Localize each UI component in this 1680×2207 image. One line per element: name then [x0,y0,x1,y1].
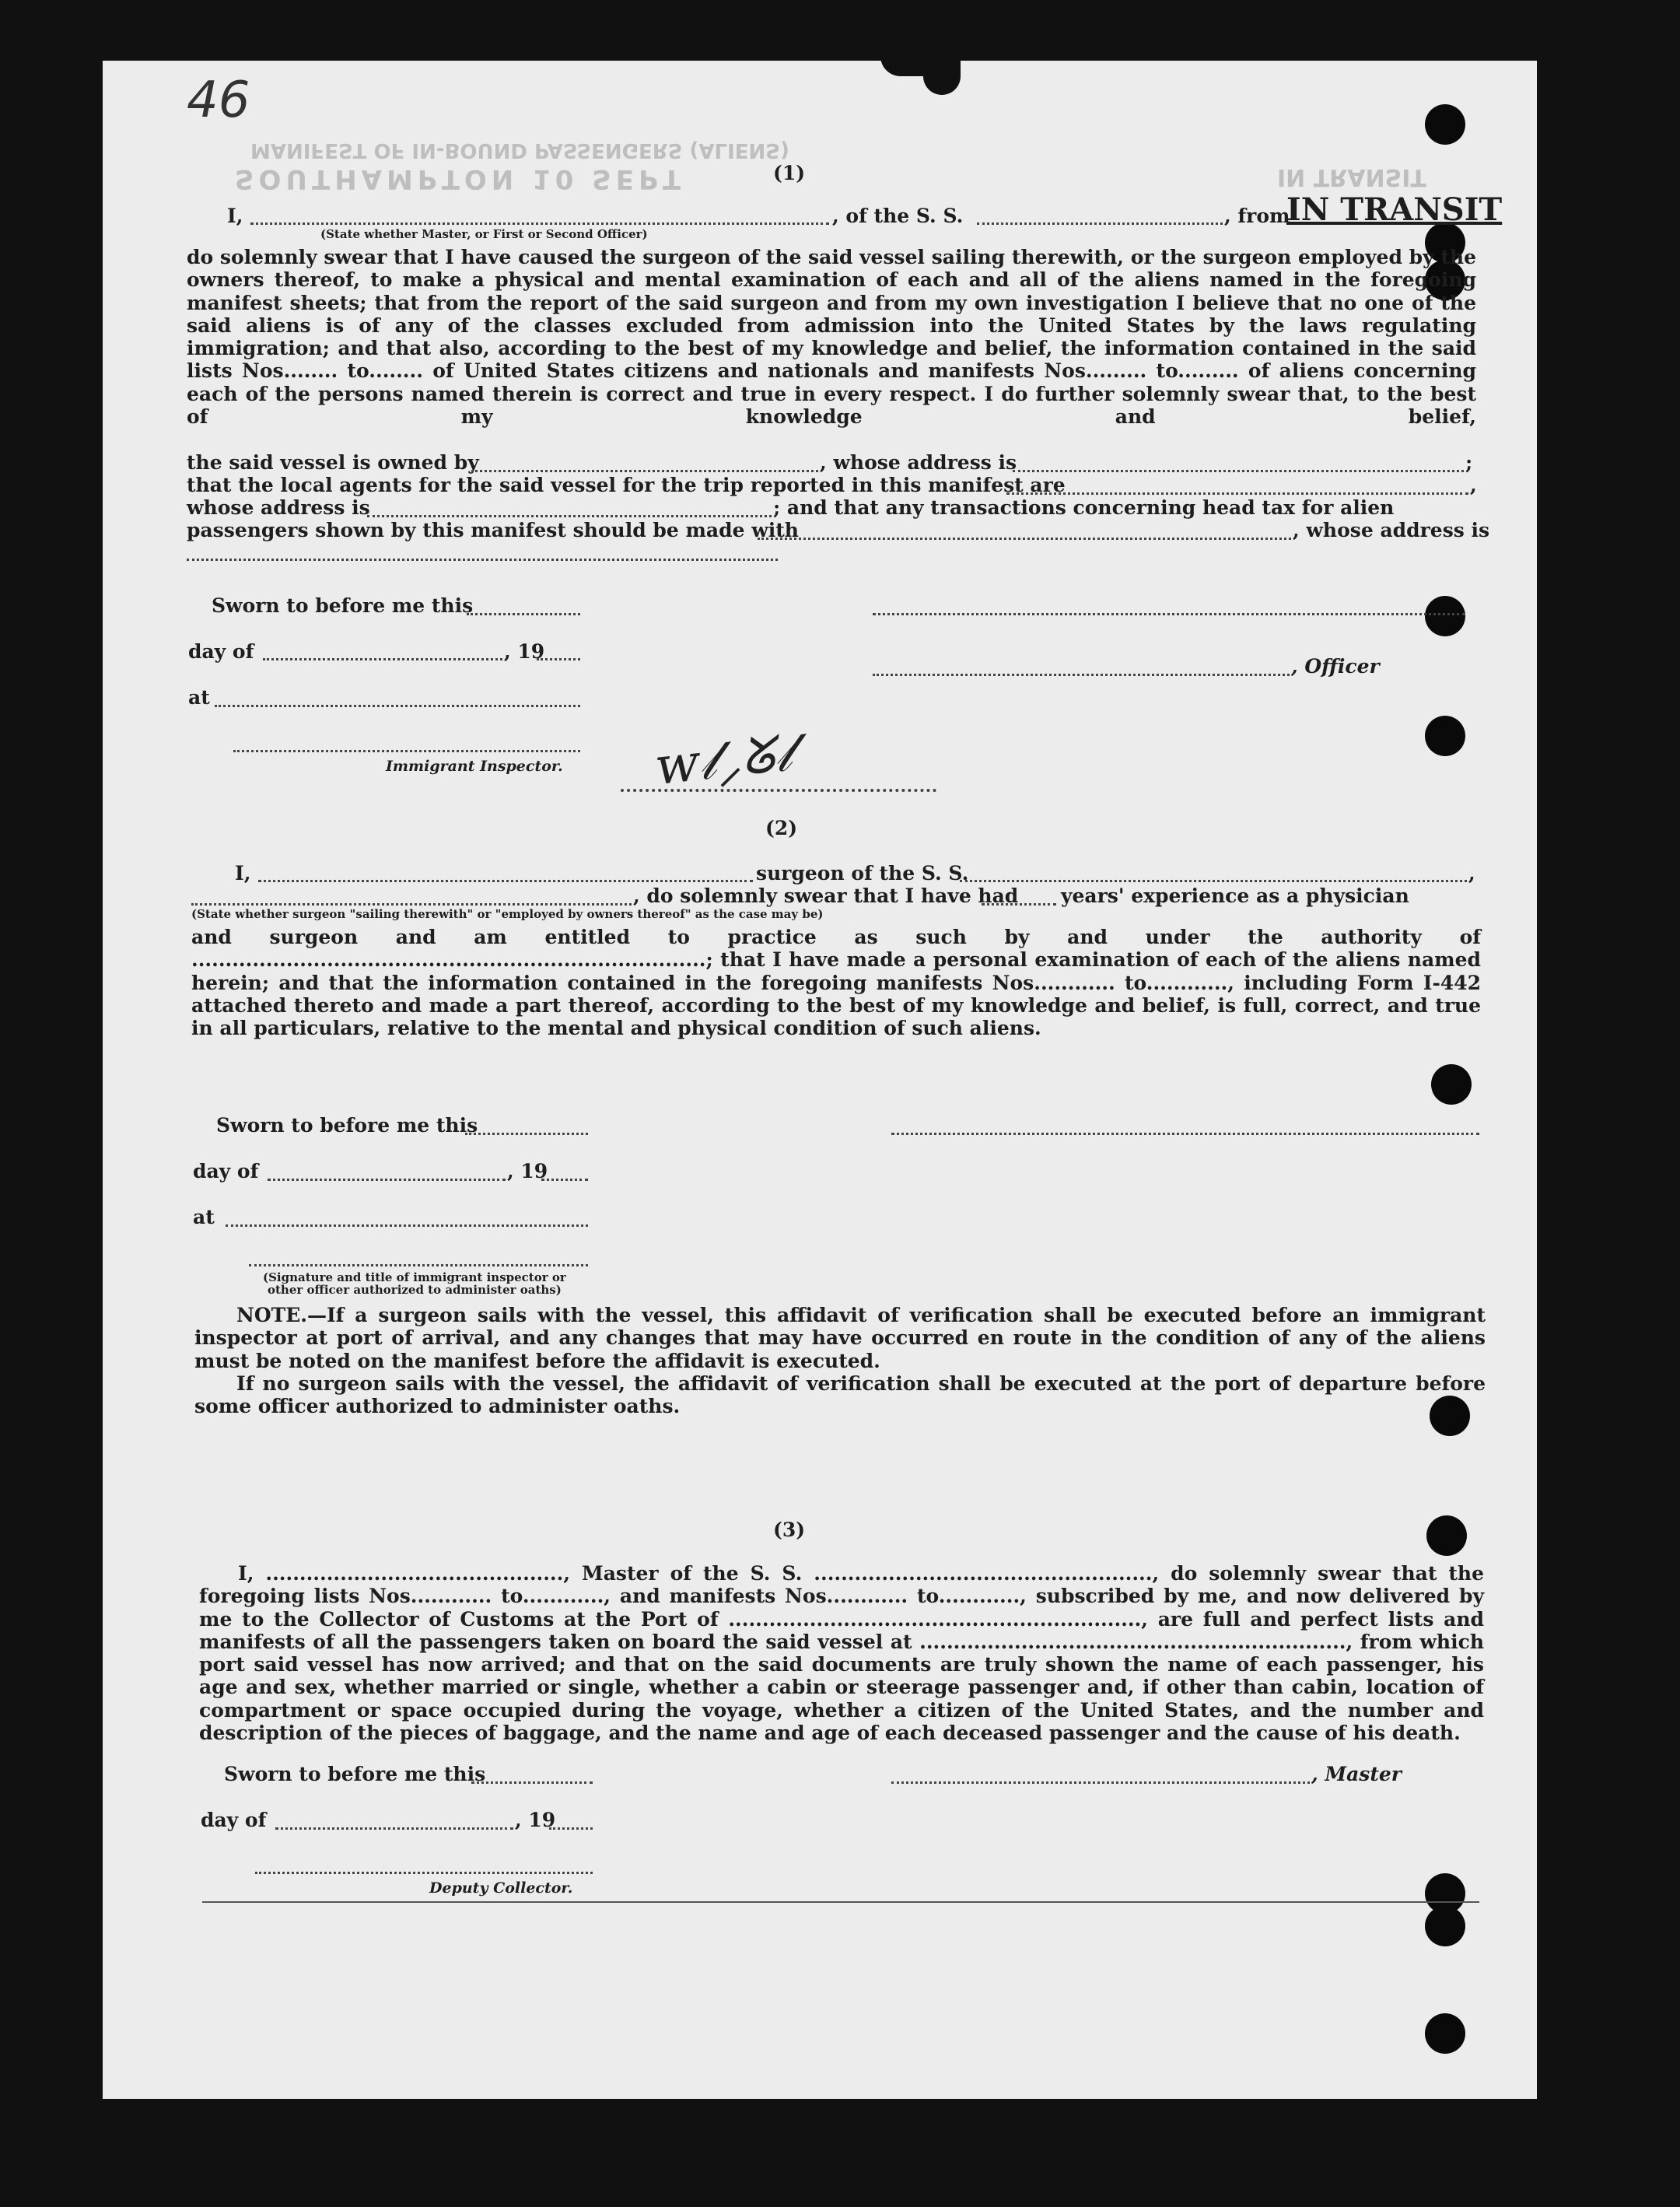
fill-line-years [982,903,1056,906]
document-page [103,61,1537,2099]
local-agents-label: that the local agents for the said vessel for the trip reported in this manifest are [187,474,1066,496]
fill-line-sworn-2 [465,1133,588,1135]
year-19-label-2: , 19 [507,1160,548,1182]
section-1-from: , from [1224,205,1290,227]
sig-note-line-2: other officer authorized to administer oaths) [268,1283,562,1297]
punch-hole [1425,596,1465,636]
officer-label: , Officer [1291,655,1380,678]
sworn-label-2: Sworn to before me this [216,1114,478,1137]
bleed-through-text: MANIFEST OF IN-BOUND PASSENGERS (ALIENS) [250,138,789,162]
section-1-i: I, [227,205,243,227]
fill-line-day-1 [263,658,502,660]
fill-line-master-sig [891,1781,1310,1784]
inspector-signature: ᴡ𝓁⸝ᘜ𝓁 [652,723,795,797]
fill-line-surgeon-status [191,903,632,906]
fill-line-head-tax-address [187,559,778,561]
section-2-i: I, [235,862,251,885]
semicolon: ; [1465,451,1473,474]
at-label-1: at [188,686,210,709]
fill-line-surgeon-name [258,880,753,882]
punch-hole [1425,716,1465,756]
section-1-state-note: (State whether Master, or First or Second Officer) [320,227,648,241]
fill-line-year-3 [549,1827,593,1830]
section-2-oath-body: and surgeon and am entitled to practice as such by and under the authority of ............................................................................; that I have made a personal examination of each of the aliens named herein; and that the information contained in the foregoing manifests Nos............ to............, including Form I-442 attached thereto and made a part thereof, according to the best of my knowledge and belief, is full, correct, and true in all particulars, relative to the mental and physical condition of such aliens. [191,926,1481,1040]
fill-line-oath-officer-sig [249,1264,588,1266]
torn-edge [923,56,961,95]
fill-line-at-2 [226,1224,588,1227]
fill-line-surgeon-vessel [960,880,1467,882]
fill-line-sworn-3 [471,1781,593,1784]
note-paragraph-2: If no surgeon sails with the vessel, the affidavit of verification shall be executed at the port of departure before some officer authorized to administer oaths. [194,1372,1486,1418]
day-of-label-3: day of [201,1809,267,1831]
fill-line-agents [1006,492,1468,495]
fill-line-head-tax-agent [758,538,1291,540]
fill-line-year-1 [537,658,580,660]
fill-line-agent-address [367,515,772,517]
section-2-number: (2) [765,817,798,839]
sworn-label-3: Sworn to before me this [224,1763,486,1785]
fill-line-inspector-sig [233,750,580,752]
fill-line-day-2 [268,1179,506,1181]
comma: , [1470,474,1477,496]
fill-line-collector-sig [255,1872,593,1874]
bleed-through-text: IN TRANSIT [1277,163,1426,191]
owned-by-label: the said vessel is owned by [187,451,479,474]
section-1-oath-body: do solemnly swear that I have caused the surgeon of the said vessel sailing therewith, or the surgeon employed by the owners thereof, to make a physical and mental examination of each and all of the aliens named in the foregoing manifest sheets; that from the report of the said surgeon and from my own investigation I believe that no one of the said aliens is of any of the classes excluded from admission into the United States by the laws regulating immigration; and that also, according to the best of my knowledge and belief, the information contained in the said lists Nos........ to........ of United States citizens and nationals and manifests Nos......... to......... of aliens concerning each of the persons named therein is correct and true in every respect. I do further solemnly swear that, to the best of my knowledge and belief, [187,246,1476,429]
at-label-2: at [193,1206,215,1228]
solemnly-label: , do solemnly swear that I have had [633,885,1019,907]
fill-line-owner [471,470,818,472]
fill-line-officer-sig-1 [873,613,1465,615]
immigrant-inspector-label: Immigrant Inspector. [386,758,563,775]
year-19-label-3: , 19 [515,1809,556,1831]
passengers-label: passengers shown by this manifest should be made with [187,519,799,541]
punch-hole [1431,1064,1472,1105]
fill-line-owner-address [1013,470,1464,472]
section-3-number: (3) [773,1519,806,1541]
sig-note-line-1: (Signature and title of immigrant inspector or [263,1270,566,1284]
section-3-oath-body: I, ............................................, Master of the S. S. .................................................., do solemnly swear that the foregoing lists Nos............ to............, and manifests Nos............ to............, subscribed by me, and now delivered by me to the Collector of Customs at the Port of ............................................................., are full and perfect lists and manifests of all the passengers taken on board the said vessel at ..............................................................., from which port said vessel has now arrived; and that on the said documents are truly shown the name of each passenger, his age and sex, whether married or single, whether a cabin or steerage passenger and, if other than cabin, location of compartment or space occupied during the voyage, whether a citizen of the United States, and the number and description of the pieces of baggage, and the name and age of each deceased passenger and the cause of his death. [199,1562,1484,1745]
fill-line-surgeon-sig [891,1133,1479,1135]
punch-hole [1425,1906,1465,1946]
fill-line-at-1 [215,705,580,707]
punch-hole [1426,1515,1467,1556]
fill-line-officer-sig-2 [873,674,1290,676]
fill-line-officer-name [250,222,829,225]
surgeon-of-label: surgeon of the S. S. [756,862,969,885]
whose-address-label: , whose address is [820,451,1017,474]
corner-handwritten-number: 46 [187,72,250,129]
section-1-of-ss: , of the S. S. [832,205,964,227]
whose-address-label-3: , whose address is [1293,519,1490,541]
years-experience-label: years' experience as a physician [1061,885,1409,907]
signature-dotted-line [621,789,936,792]
day-of-label-1: day of [188,640,254,663]
punch-hole [1425,2013,1465,2054]
master-label: , Master [1311,1763,1402,1785]
comma: , [1468,862,1475,885]
punch-hole [1425,104,1465,145]
fill-line-year-2 [541,1179,588,1181]
section-2-state-note: (State whether surgeon "sailing therewith" or "employed by owners thereof" as the case may be) [191,907,824,921]
year-19-label-1: , 19 [504,640,545,663]
fill-line-sworn-1 [467,613,580,615]
bleed-through-text: SOUTHAMPTON 10 SEPT [235,163,686,194]
sworn-label-1: Sworn to before me this [212,594,474,617]
whose-address-label-2: whose address is [187,496,370,519]
note-paragraph-1: NOTE.—If a surgeon sails with the vessel, this affidavit of verification shall be executed before an immigrant inspector at port of arrival, and any changes that may have occurred en route in the condition of any of the aliens must be noted on the manifest before the affidavit is executed. [194,1304,1486,1372]
fill-line-day-3 [275,1827,513,1830]
fill-line-vessel [977,222,1223,225]
in-transit-stamp: IN TRANSIT [1286,191,1503,228]
head-tax-label: ; and that any transactions concerning head tax for alien [773,496,1395,519]
section-1-number: (1) [773,162,806,184]
day-of-label-2: day of [193,1160,259,1182]
bottom-rule [202,1901,1479,1903]
deputy-collector-label: Deputy Collector. [429,1879,573,1897]
